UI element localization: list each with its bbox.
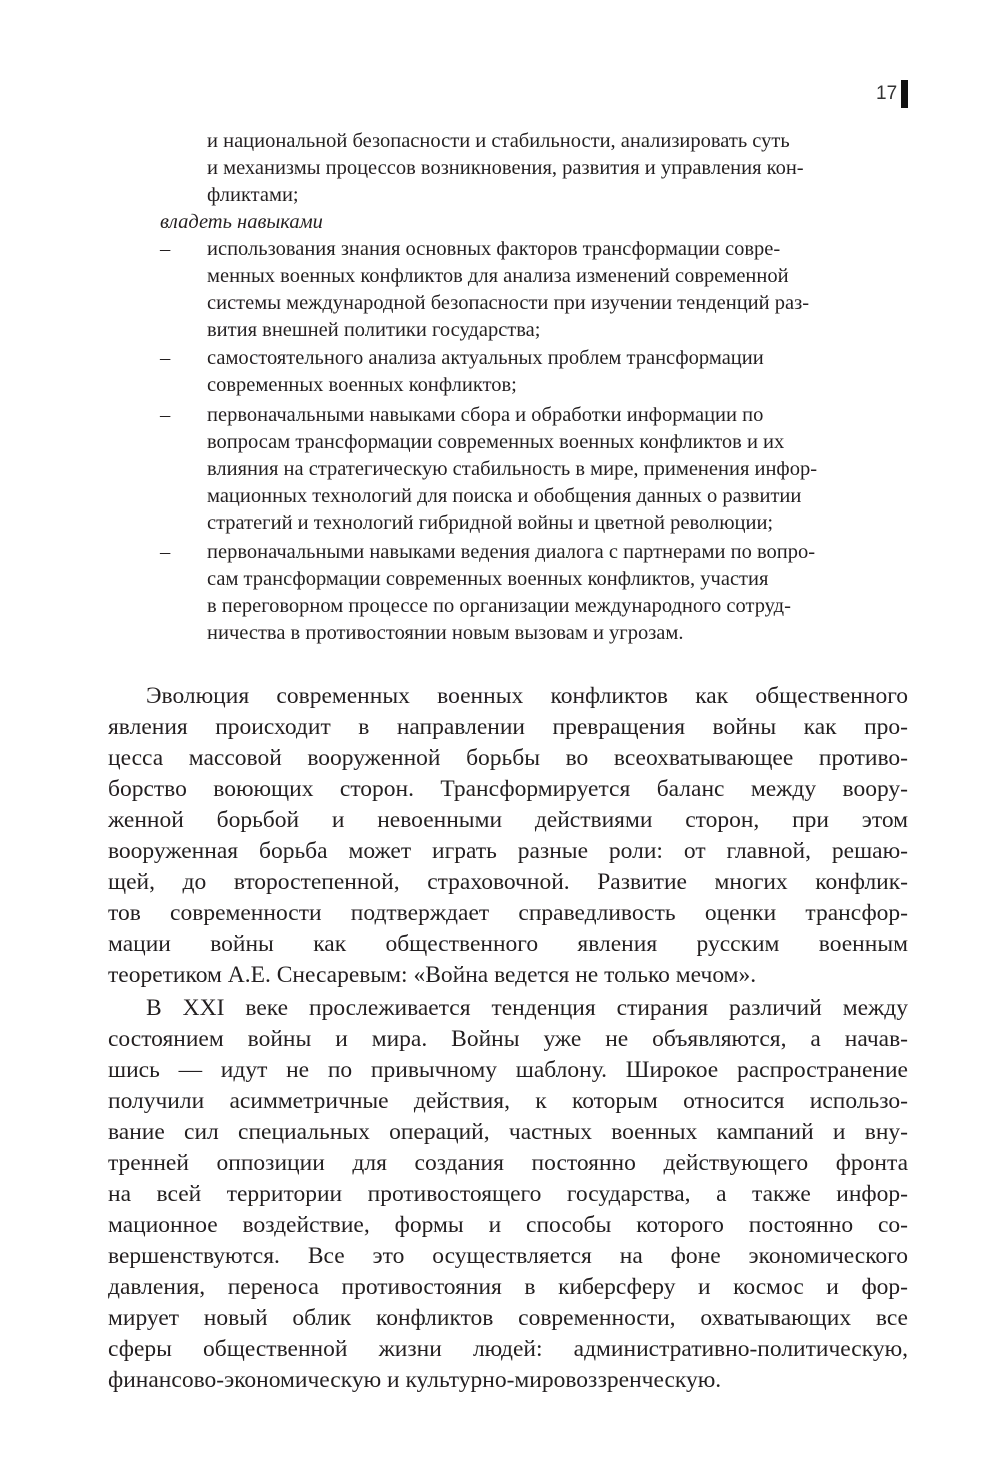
list-dash: –	[160, 541, 171, 563]
paragraph-line: тов современности подтверждает справедливость оценки трансфор-	[108, 900, 908, 926]
paragraph-line: тренней оппозиции для создания постоянно действующего фронта	[108, 1150, 908, 1176]
paragraph-line: сферы общественной жизни людей: административно-политическую,	[108, 1336, 908, 1362]
paragraph-line: состоянием войны и мира. Войны уже не объявляются, а начав-	[108, 1026, 908, 1052]
list-item-line: вопросам трансформации современных военных конфликтов и их	[207, 431, 785, 453]
page-number-bar	[901, 80, 908, 108]
list-dash: –	[160, 404, 171, 426]
list-item-line: современных военных конфликтов;	[207, 374, 517, 396]
paragraph-line: вершенствуются. Все это осуществляется на фоне экономического	[108, 1243, 908, 1269]
list-item-line: вития внешней политики государства;	[207, 319, 541, 341]
paragraph-line: теоретиком А.Е. Снесаревым: «Война ведется не только мечом».	[108, 962, 757, 988]
list-dash: –	[160, 347, 171, 369]
paragraph-line: давления, переноса противостояния в киберсферу и космос и фор-	[108, 1274, 908, 1300]
paragraph-line: цесса массовой вооруженной борьбы во всеохватывающее противо-	[108, 745, 908, 771]
paragraph-line: явления происходит в направлении превращения войны как про-	[108, 714, 908, 740]
list-dash: –	[160, 238, 171, 260]
list-item-line: системы международной безопасности при изучении тенденций раз-	[207, 292, 810, 314]
paragraph-line: Эволюция современных военных конфликтов как общественного	[146, 683, 908, 709]
list-item-line: самостоятельного анализа актуальных проблем трансформации	[207, 347, 764, 369]
paragraph-line: мирует новый облик конфликтов современности, охватывающих все	[108, 1305, 908, 1331]
list-item-line: использования знания основных факторов трансформации совре-	[207, 238, 781, 260]
paragraph-line: мации войны как общественного явления русским военным	[108, 931, 908, 957]
paragraph-line: В XXI веке прослеживается тенденция стирания различий между	[146, 995, 908, 1021]
paragraph-line: борство воюющих сторон. Трансформируется баланс между воору-	[108, 776, 908, 802]
intro-line: и механизмы процессов возникновения, развития и управления кон-	[207, 157, 804, 179]
paragraph-line: вание сил специальных операций, частных военных кампаний и вну-	[108, 1119, 908, 1145]
paragraph-line: вооруженная борьба может играть разные роли: от главной, решаю-	[108, 838, 908, 864]
paragraph-line: щей, до второстепенной, страховочной. Развитие многих конфлик-	[108, 869, 908, 895]
intro-line: фликтами;	[207, 184, 299, 206]
paragraph-line: получили асимметричные действия, к которым относится использо-	[108, 1088, 908, 1114]
skills-heading: владеть навыками	[160, 211, 323, 233]
list-item-line: стратегий и технологий гибридной войны и цветной революции;	[207, 512, 774, 534]
list-item-line: сам трансформации современных военных конфликтов, участия	[207, 568, 769, 590]
list-item-line: первоначальными навыками сбора и обработки информации по	[207, 404, 764, 426]
paragraph-line: финансово-экономическую и культурно-мировоззренческую.	[108, 1367, 722, 1393]
paragraph-line: на всей территории противостоящего государства, а также инфор-	[108, 1181, 908, 1207]
list-item-line: менных военных конфликтов для анализа изменений современной	[207, 265, 789, 287]
list-item-line: в переговорном процессе по организации международного сотруд-	[207, 595, 791, 617]
list-item-line: влияния на стратегическую стабильность в мире, применения инфор-	[207, 458, 818, 480]
page-number: 17	[876, 83, 898, 104]
paragraph-line: шись — идут не по привычному шаблону. Широкое распространение	[108, 1057, 908, 1083]
list-item-line: ничества в противостоянии новым вызовам и угрозам.	[207, 622, 684, 644]
list-item-line: первоначальными навыками ведения диалога с партнерами по вопро-	[207, 541, 816, 563]
list-item-line: мационных технологий для поиска и обобщения данных о развитии	[207, 485, 802, 507]
intro-line: и национальной безопасности и стабильности, анализировать суть	[207, 130, 790, 152]
paragraph-line: мационное воздействие, формы и способы которого постоянно со-	[108, 1212, 908, 1238]
paragraph-line: женной борьбой и невоенными действиями сторон, при этом	[108, 807, 908, 833]
